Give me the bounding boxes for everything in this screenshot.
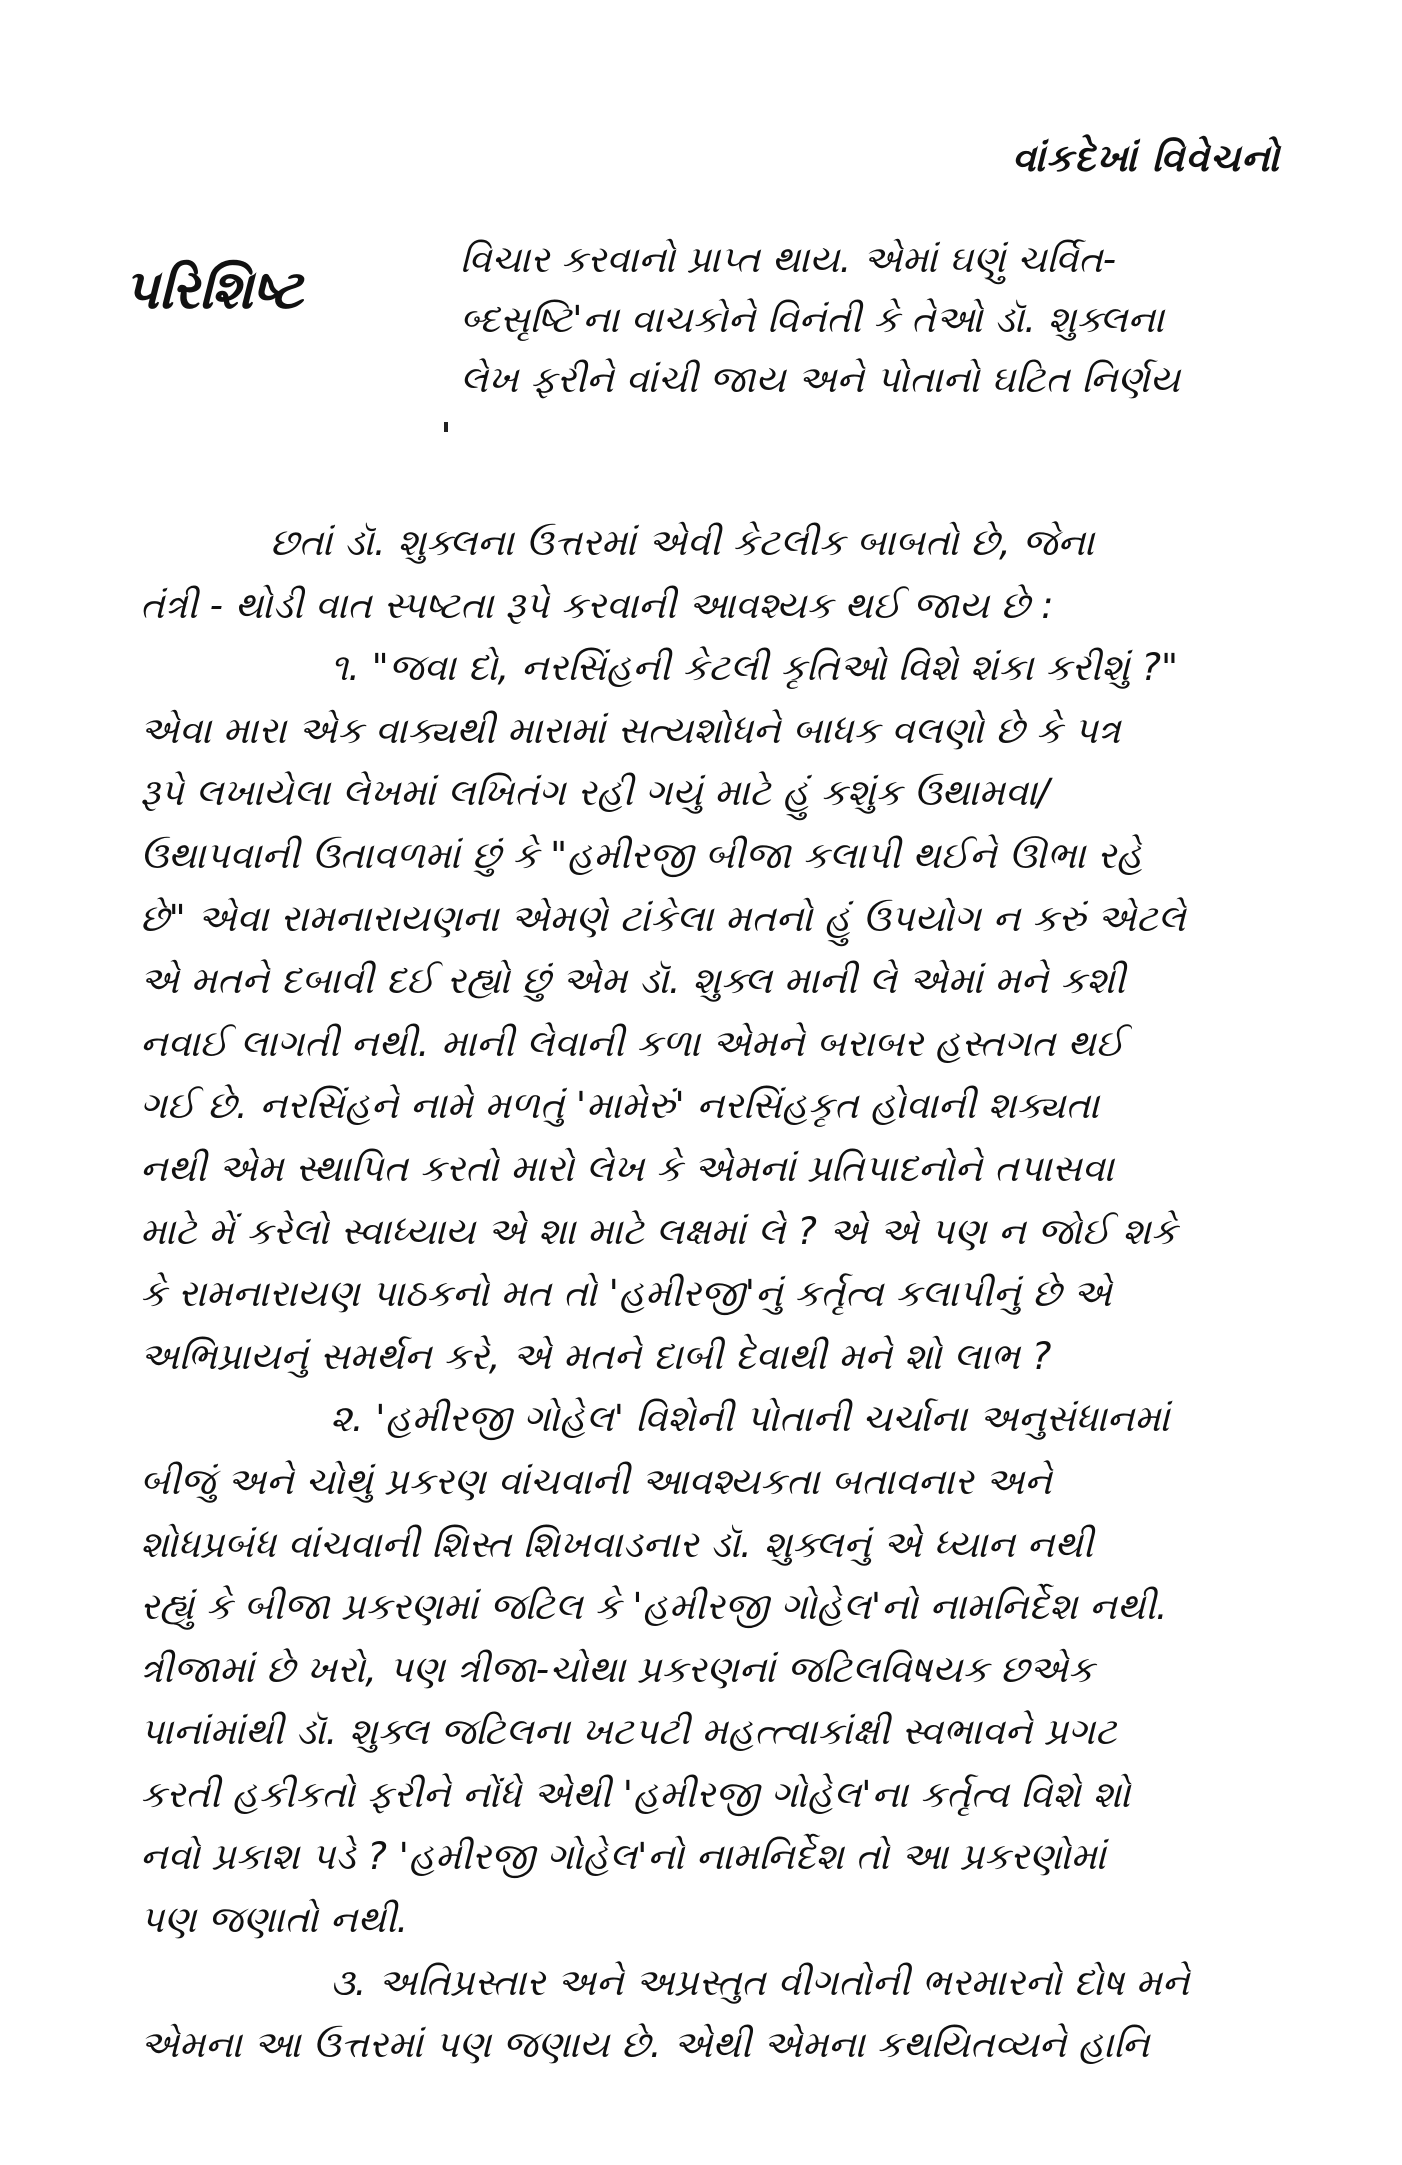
paragraph-start-line: ૧. "જવા દો, નરસિંહની કેટલી કૃતિઓ વિશે શંકા કરીશું ?" bbox=[330, 646, 1179, 690]
text-line: એ મતને દબાવી દઈ રહ્યો છું એમ ડૉ. શુક્લ માની લે એમાં મને કશી bbox=[140, 959, 1126, 1003]
paragraph-start-line: ૩. અતિપ્રસ્તાર અને અપ્રસ્તુત વીગતોની ભરમારનો દોષ મને bbox=[330, 1960, 1190, 2004]
text-line: રહ્યું કે બીજા પ્રકરણમાં જટિલ કે 'હમીરજી ગોહેલ'નો નામનિર્દેશ નથી. bbox=[140, 1585, 1168, 1629]
text-line: અભિપ્રાયનું સમર્થન કરે, એ મતને દાબી દેવાથી મને શો લાભ ? bbox=[140, 1334, 1052, 1378]
text-line: તંત્રી - થોડી વાત સ્પષ્ટતા રૂપે કરવાની આવશ્યક થઈ જાય છે : bbox=[140, 583, 1054, 627]
text-line: ગઈ છે. નરસિંહને નામે મળતું 'મામેરું' નરસિંહકૃત હોવાની શક્યતા bbox=[140, 1084, 1100, 1128]
text-line: ઉથાપવાની ઉતાવળમાં છું કે "હમીરજી બીજા કલાપી થઈને ઊભા રહે bbox=[140, 833, 1143, 877]
text-line: એવા મારા એક વાક્યથી મારામાં સત્યશોધને બાધક વલણો છે કે પત્ર bbox=[140, 708, 1121, 752]
text-line: બીજું અને ચોથું પ્રકરણ વાંચવાની આવશ્યકતા બતાવનાર અને bbox=[140, 1459, 1052, 1503]
text-line: લેખ ફરીને વાંચી જાય અને પોતાનો ઘટિત નિર્ણય bbox=[460, 358, 1181, 401]
text-line: નથી એમ સ્થાપિત કરતો મારો લેખ કે એમનાં પ્રતિપાદનોને તપાસવા bbox=[140, 1146, 1114, 1190]
paragraph-start-line: ૨. 'હમીરજી ગોહેલ' વિશેની પોતાની ચર્ચાના અનુસંધાનમાં bbox=[330, 1397, 1170, 1441]
text-line: નવો પ્રકાશ પડે ? 'હમીરજી ગોહેલ'નો નામનિર્દેશ તો આ પ્રકરણોમાં bbox=[140, 1835, 1106, 1879]
text-line: ત્રીજામાં છે ખરો, પણ ત્રીજા-ચોથા પ્રકરણનાં જટિલવિષયક છએક bbox=[140, 1647, 1095, 1691]
text-line: છતાં ડૉ. શુક્લના ઉત્તરમાં એવી કેટલીક બાબતો છે, જેના bbox=[270, 521, 1095, 564]
text-line: શોધપ્રબંધ વાંચવાની શિસ્ત શિખવાડનાર ડૉ. શુક્લનું એ ધ્યાન નથી bbox=[140, 1522, 1094, 1566]
text-line: કે રામનારાયણ પાઠકનો મત તો 'હમીરજી'નું કર્તૃત્વ કલાપીનું છે એ bbox=[140, 1272, 1112, 1316]
text-line: પણ જણાતો નથી. bbox=[140, 1898, 409, 1942]
text-line: નવાઈ લાગતી નથી. માની લેવાની કળા એમને બરાબર હસ્તગત થઈ bbox=[140, 1021, 1125, 1065]
text-line: માટે મેં કરેલો સ્વાધ્યાય એ શા માટે લક્ષમાં લે ? એ એ પણ ન જોઈ શકે bbox=[140, 1209, 1177, 1253]
text-line: રૂપે લખાયેલા લેખમાં લખિતંગ રહી ગયું માટે હું કશુંક ઉથામવા/ bbox=[140, 771, 1050, 815]
text-line: પાનાંમાંથી ડૉ. શુક્લ જટિલના ખટપટી મહત્ત્વાકાંક્ષી સ્વભાવને પ્રગટ bbox=[140, 1710, 1117, 1754]
text-line: કરતી હકીકતો ફરીને નોંધે એથી 'હમીરજી ગોહેલ'ના કર્તૃત્વ વિશે શો bbox=[140, 1772, 1131, 1816]
body-text bbox=[140, 512, 1290, 2077]
stray-ink-mark bbox=[444, 422, 448, 432]
text-line: વિચાર કરવાનો પ્રાપ્ત થાય. એમાં ઘણું ચર્વિત- bbox=[460, 238, 1117, 281]
running-header: વાંકદેખાં વિવેચનો bbox=[1012, 136, 1280, 180]
text-line: છે" એવા રામનારાયણના એમણે ટાંકેલા મતનો હું ઉપયોગ ન કરું એટલે bbox=[140, 896, 1186, 940]
intro-block bbox=[460, 230, 1290, 410]
text-line: બ્દસૃષ્ટિ'ના વાચકોને વિનંતી કે તેઓ ડૉ. શુક્લના bbox=[460, 298, 1165, 341]
text-line: એમના આ ઉત્તરમાં પણ જણાય છે. એથી એમના કથયિતવ્યને હાનિ bbox=[140, 2023, 1150, 2067]
section-title: પરિશિષ્ટ bbox=[124, 258, 303, 321]
